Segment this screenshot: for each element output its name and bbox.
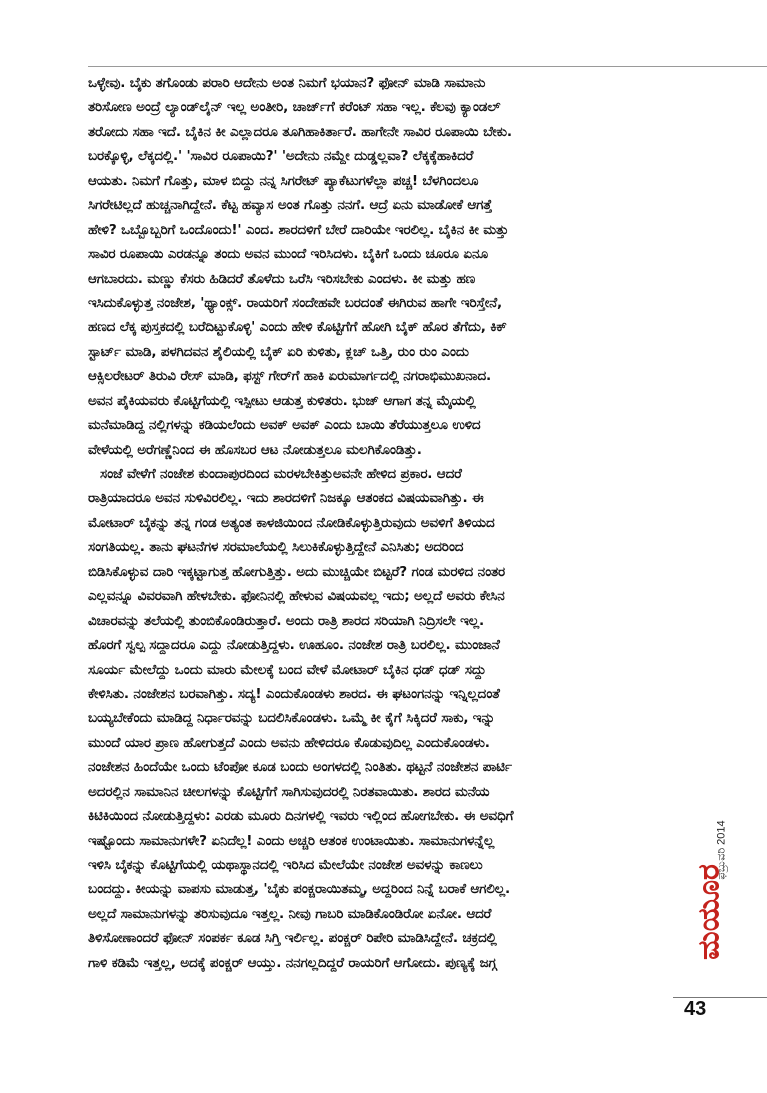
text-line: ವೇಳೆಯಲ್ಲಿ ಅರೆಗಣ್ಣೆನಿಂದ ಈ ಹೊಸಬರ ಆಟ ನೋಡುತ್ತಲೂ ಮಲಗಿಕೊಂಡಿತ್ತು. <box>88 441 422 458</box>
text-line: ಬಿಡಿಸಿಕೊಳ್ಳುವ ದಾರಿ ಇಕ್ಕಟ್ಟಾಗುತ್ತ ಹೋಗುತ್ತಿತ್ತು. ಅದು ಮುಚ್ಚಿಯೇ ಬಿಟ್ಟರೆ? ಗಂಡ ಮರಳಿದ ನಂತರ <box>88 563 506 580</box>
text-line: ಬರಕ್ಕೊಳ್ಳಿ, ಲೆಕ್ಕದಲ್ಲಿ.' 'ಸಾವಿರ ರೂಪಾಯಿ?' 'ಅದೇನು ನಮ್ದೇ ದುಡ್ಡಲ್ಲವಾ? ಲೆಕ್ಕಕ್ಕೆಹಾಕಿದರೆ <box>88 148 474 165</box>
text-line: ಅವನ ಪೈಕಿಯವರು ಕೊಟ್ಟಿಗೆಯಲ್ಲಿ ಇಸ್ಪೀಟು ಆಡುತ್ತ ಕುಳಿತರು. ಭುಜ್ ಆಗಾಗ ತನ್ನ ಮೈಯಲ್ಲಿ <box>88 392 476 409</box>
text-line: ಆಕ್ಸಿಲರೇಟರ್ ತಿರುವಿ ರೇಸ್ ಮಾಡಿ, ಫಸ್ಟ್ ಗೇರ್‌ಗೆ ಹಾಕಿ ಏರುಮಾರ್ಗದಲ್ಲಿ ನಗರಾಭಿಮುಖನಾದ. <box>88 368 491 385</box>
text-line: ತಿಳಿಸೋಣಾಂದರೆ ಫೋನ್ ಸಂಪರ್ಕ ಕೂಡ ಸಿಗ್ತಿ ಇರ್ಲಿಲ್ಲ. ಪಂಕ್ಚರ್ ರಿಪೇರಿ ಮಾಡಿಸಿದ್ದೇನೆ. ಚಕ್ರದಲ್ಲಿ <box>88 930 497 947</box>
issue-date-text: ಫೆಬ್ರುವರಿ 2014 <box>715 820 728 880</box>
text-line: ಅಲ್ಲದೆ ಸಾಮಾನುಗಳನ್ನು ತರಿಸುವುದೂ ಇತ್ತಲ್ಲ. ನೀವು ಗಾಬರಿ ಮಾಡಿಕೊಂಡಿರೋ ಏನೋ. ಆದರೆ <box>88 905 492 922</box>
text-line: ಮುಂದೆ ಯಾರ ಪ್ರಾಣ ಹೋಗುತ್ತದೆ ಎಂದು ಅವನು ಹೇಳಿದರೂ ಕೊಡುವುದಿಲ್ಲ ಎಂದುಕೊಂಡಳು. <box>88 734 490 751</box>
text-line: ತರೋದು ಸಹಾ ಇದೆ. ಬೈಕಿನ ಕೀ ಎಲ್ಲಾದರೂ ತೂಗಿಹಾಕಿರ್ತಾರೆ. ಹಾಗೇನೇ ಸಾವಿರ ರೂಪಾಯಿ ಬೇಕು. <box>88 123 512 140</box>
masthead-block <box>688 822 730 1002</box>
text-line: ಗಾಳಿ ಕಡಿಮೆ ಇತ್ತಲ್ಲ, ಅದಕ್ಕೆ ಪಂಕ್ಚರ್ ಆಯ್ತು. ನನಗಲ್ಲದಿದ್ದರೆ ರಾಯರಿಗೆ ಆಗೋದು. ಪುಣ್ಯಕ್ಕೆ ಜಗ್ಗ <box>88 954 497 971</box>
magazine-logo <box>688 822 730 1002</box>
text-line: ಇಳಿಸಿ ಬೈಕನ್ನು ಕೊಟ್ಟಿಗೆಯಲ್ಲಿ ಯಥಾಸ್ಥಾನದಲ್ಲಿ ಇರಿಸಿದ ಮೇಲೆಯೇ ನಂಜೇಶ ಅವಳನ್ನು ಕಾಣಲು <box>88 857 483 873</box>
text-line: ಮನೆಮಾಡಿದ್ದ ನಲ್ಲಿಗಳನ್ನು ಕಡಿಯಲೆಂದು ಅವಕ್ ಅವಕ್ ಎಂದು ಬಾಯಿ ತೆರೆಯುತ್ತಲೂ ಉಳಿದ <box>88 417 481 434</box>
text-line: ಸ್ಟಾರ್ಟ್ ಮಾಡಿ, ಪಳಗಿದವನ ಶೈಲಿಯಲ್ಲಿ ಬೈಕ್ ಏರಿ ಕುಳಿತು, ಕ್ಲಚ್ ಒತ್ತಿ, ರುಂ ರುಂ ಎಂದು <box>88 343 469 360</box>
text-line: ಹೇಳಿ? ಒಬ್ಬೊಬ್ಬರಿಗೆ ಒಂದೊಂದು!' ಎಂದ. ಶಾರದಳಿಗೆ ಬೇರೆ ದಾರಿಯೇ ಇರಲಿಲ್ಲ. ಬೈಕಿನ ಕೀ ಮತ್ತು <box>88 221 509 238</box>
text-line: ರಾತ್ರಿಯಾದರೂ ಅವನ ಸುಳಿವಿರಲಿಲ್ಲ. ಇದು ಶಾರದಳಿಗೆ ನಿಜಕ್ಕೂ ಆತಂಕದ ವಿಷಯವಾಗಿತ್ತು. ಈ <box>88 490 484 507</box>
magazine-logo-text: ಮಯೂರ <box>691 864 727 960</box>
story-body <box>88 71 720 975</box>
page-number: 43 <box>684 998 707 1020</box>
text-line: ಅದರಲ್ಲಿನ ಸಾಮಾನಿನ ಚೀಲಗಳನ್ನು ಕೊಟ್ಟಿಗೆಗೆ ಸಾಗಿಸುವುದರಲ್ಲಿ ನಿರತವಾಯಿತು. ಶಾರದ ಮನೆಯ <box>88 783 490 800</box>
text-line: ಇಸಿದುಕೊಳ್ಳುತ್ತ ನಂಜೇಶ, 'ಥ್ಯಾಂಕ್ಸ್. ರಾಯರಿಗೆ ಸಂದೇಹವೇ ಬರದಂತೆ ಈಗಿರುವ ಹಾಗೇ ಇರಿಸ್ತೇನೆ, <box>88 294 502 311</box>
text-line: ಎಲ್ಲವನ್ನೂ ವಿವರವಾಗಿ ಹೇಳಬೇಕು. ಫೋನಿನಲ್ಲಿ ಹೇಳುವ ವಿಷಯವಲ್ಲ ಇದು; ಅಲ್ಲದೆ ಅವರು ಕೇಸಿನ <box>88 588 505 605</box>
text-line: ಒಳ್ಳೇವು. ಬೈಕು ತಗೊಂಡು ಪರಾರಿ ಆದೇನು ಅಂತ ನಿಮಗೆ ಭಯಾನ? ಫೋನ್ ಮಾಡಿ ಸಾಮಾನು <box>88 75 486 91</box>
text-line: ಹಣದ ಲೆಕ್ಕ ಪುಸ್ತಕದಲ್ಲಿ ಬರೆದಿಟ್ಟುಕೊಳ್ಳಿ' ಎಂದು ಹೇಳಿ ಕೊಟ್ಟಿಗೆಗೆ ಹೋಗಿ ಬೈಕ್ ಹೊರ ತೆಗೆದು, ಕಿಕ್ <box>88 319 507 336</box>
text-line: ತರಿಸೋಣ ಅಂದ್ರೆ ಲ್ಯಾಂಡ್‌ಲೈನ್ ಇಲ್ಲ ಅಂತೀರಿ, ಚಾರ್ಜ್‌ಗೆ ಕರೆಂಟ್ ಸಹಾ ಇಲ್ಲ. ಕೆಲವು ಕ್ಯಾಂಡಲ್ <box>88 99 501 116</box>
text-line: ವಿಚಾರವನ್ನು ತಲೆಯಲ್ಲಿ ತುಂಬಿಕೊಂಡಿರುತ್ತಾರೆ. ಅಂದು ರಾತ್ರಿ ಶಾರದ ಸರಿಯಾಗಿ ನಿದ್ರಿಸಲೇ ಇಲ್ಲ. <box>88 612 484 629</box>
text-line: ಮೋಟಾರ್ ಬೈಕನ್ನು ತನ್ನ ಗಂಡ ಅತ್ಯಂತ ಕಾಳಜಿಯಿಂದ ನೋಡಿಕೊಳ್ಳುತ್ತಿರುವುದು ಅವಳಿಗೆ ತಿಳಿಯದ <box>88 514 495 531</box>
text-line: ಬಂದದ್ದು. ಕೀಯನ್ನು ವಾಪಸು ಮಾಡುತ್ತ, 'ಬೈಕು ಪಂಕ್ಚರಾಯಿತಮ್ಮ, ಅದ್ದರಿಂದ ನಿನ್ನೆ ಬರಾಕೆ ಆಗಲಿಲ್ಲ. <box>88 881 510 898</box>
text-line: ಬಯ್ಯಬೇಕೆಂದು ಮಾಡಿದ್ದ ನಿರ್ಧಾರವನ್ನು ಬದಲಿಸಿಕೊಂಡಳು. ಒಮ್ಮೆ ಕೀ ಕೈಗೆ ಸಿಕ್ಕಿದರೆ ಸಾಕು, ಇನ್ನು <box>88 710 495 727</box>
text-line: ಆಗಬಾರದು. ಮಣ್ಣು ಕೆಸರು ಹಿಡಿದರೆ ತೊಳೆದು ಒರೆಸಿ ಇರಿಸಬೇಕು ಎಂದಳು. ಕೀ ಮತ್ತು ಹಣ <box>88 270 476 287</box>
text-line: ಸಂಗತಿಯಲ್ಲ. ತಾನು ಘಟನೆಗಳ ಸರಮಾಲೆಯಲ್ಲಿ ಸಿಲುಕಿಕೊಳ್ಳುತ್ತಿದ್ದೇನೆ ಎನಿಸಿತು; ಅದರಿಂದ <box>88 539 464 556</box>
text-line: ಇಷ್ಟೊಂದು ಸಾಮಾನುಗಳೇ? ಏನಿದೆಲ್ಲ! ಎಂದು ಅಚ್ಚರಿ ಆತಂಕ ಉಂಟಾಯಿತು. ಸಾಮಾನುಗಳನ್ನೆಲ್ಲ <box>88 832 495 849</box>
text-line: ಆಯತು. ನಿಮಗೆ ಗೊತ್ತು, ಮಾಳ ಬಿದ್ದು ನನ್ನ ಸಿಗರೇಟ್ ಪ್ಯಾಕೆಟುಗಳೆಲ್ಲಾ ಪಚ್ಚ! ಬೆಳಗಿಂದಲೂ <box>88 172 479 189</box>
top-rule <box>88 66 767 67</box>
text-line: ಕೇಳಿಸಿತು. ನಂಜೇಶನ ಬರವಾಗಿತ್ತು. ಸದ್ಯ! ಎಂದುಕೊಂಡಳು ಶಾರದ. ಈ ಘಟಂಗನನ್ನು ಇನ್ನಿಲ್ಲದಂತೆ <box>88 685 500 702</box>
text-line: ಸಂಜೆ ವೇಳೆಗೆ ನಂಜೇಶ ಕುಂದಾಪುರದಿಂದ ಮರಳಬೇಕಿತ್ತುಅವನೇ ಹೇಳಿದ ಪ್ರಕಾರ. ಆದರೆ <box>100 466 462 482</box>
text-line: ಹೊರಗೆ ಸ್ವಲ್ಪ ಸದ್ದಾದರೂ ಎದ್ದು ನೋಡುತ್ತಿದ್ದಳು. ಊಹೂಂ. ನಂಜೇಶ ರಾತ್ರಿ ಬರಲಿಲ್ಲ. ಮುಂಜಾನೆ <box>88 637 500 654</box>
text-line: ಸಿಗರೇಟಿಲ್ಲದೆ ಹುಚ್ಚನಾಗಿದ್ದೇನೆ. ಕೆಟ್ಟ ಹವ್ಯಾಸ ಅಂತ ಗೊತ್ತು ನನಗೆ. ಆದ್ರೆ ಏನು ಮಾಡೋಕೆ ಆಗತ್ತೆ <box>88 197 493 214</box>
text-line: ಸೂರ್ಯ ಮೇಲೆದ್ದು ಒಂದು ಮಾರು ಮೇಲಕ್ಕೆ ಬಂದ ವೇಳೆ ಮೋಟಾರ್ ಬೈಕಿನ ಧಡ್ ಧಡ್ ಸದ್ದು <box>88 661 487 678</box>
text-line: ನಂಜೇಶನ ಹಿಂದೆಯೇ ಒಂದು ಟೆಂಪೋ ಕೂಡ ಬಂದು ಅಂಗಳದಲ್ಲಿ ನಿಂತಿತು. ಥಟ್ಟನೆ ನಂಜೇಶನ ಪಾರ್ಟಿ <box>88 759 512 776</box>
text-line: ಸಾವಿರ ರೂಪಾಯಿ ಎರಡನ್ನೂ ತಂದು ಅವನ ಮುಂದೆ ಇರಿಸಿದಳು. ಬೈಕಿಗೆ ಒಂದು ಚೂರೂ ಏನೂ <box>88 246 489 263</box>
text-line: ಕಿಟಿಕಿಯಿಂದ ನೋಡುತ್ತಿದ್ದಳು: ಎರಡು ಮೂರು ದಿನಗಳಲ್ಲಿ ಇವರು ಇಲ್ಲಿಂದ ಹೋಗಬೇಕು. ಈ ಅವಧಿಗೆ <box>88 808 514 825</box>
